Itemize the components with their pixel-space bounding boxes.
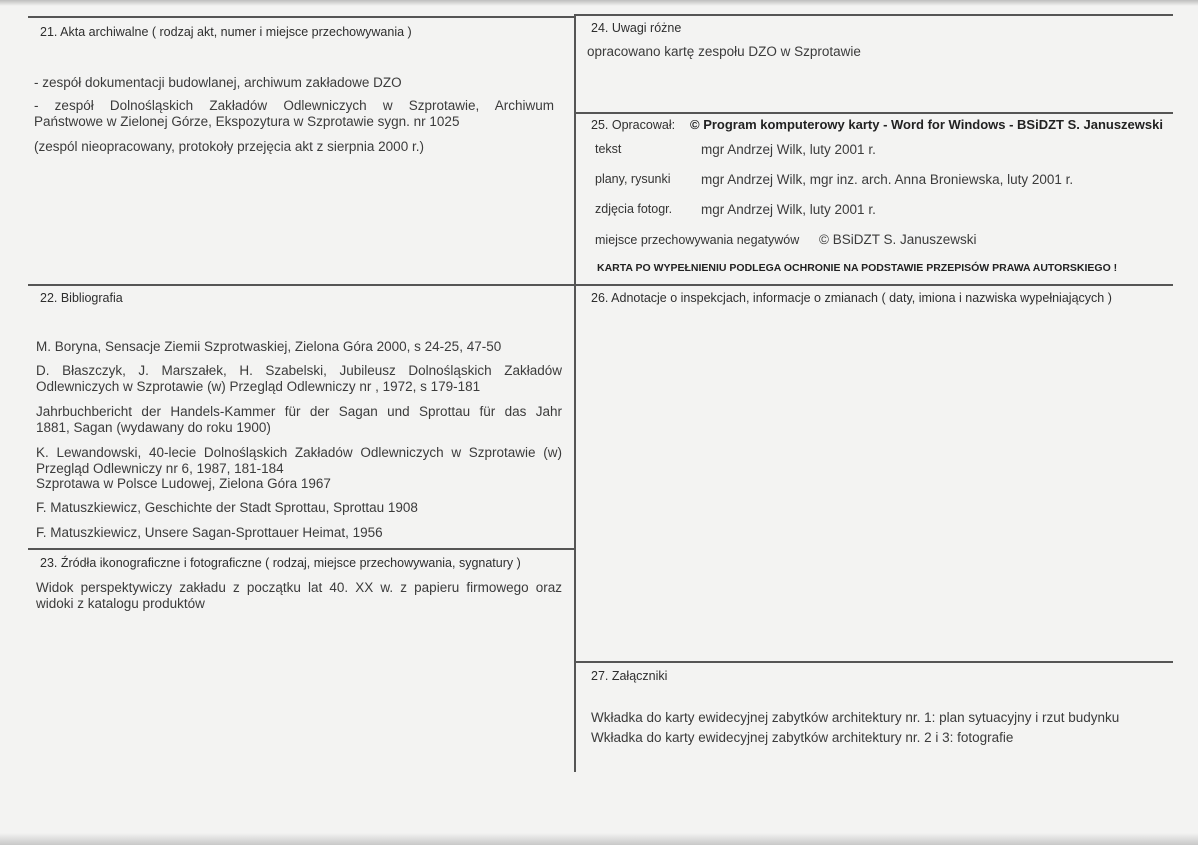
section-23-header: 23. Źródła ikonograficzne i fotograficzne ( rodzaj, miejsce przechowywania, sygnatury ) (40, 556, 521, 570)
archival-entry-cont: Państwowe w Zielonej Górze, Ekspozytura w Szprotawie sygn. nr 1025 (34, 114, 460, 129)
archival-entry: (zespól nieopracowany, protokoły przejęcia akt z sierpnia 2000 r.) (34, 139, 424, 154)
divider-top-right (576, 14, 1173, 16)
divider-26-27 (576, 661, 1173, 663)
remarks-text: opracowano kartę zespołu DZO w Szprotawie (587, 44, 861, 59)
bibliography-entry: K. Lewandowski, 40-lecie Dolnośląskich Zakładów Odlewniczych w Szprotawie (w) (36, 445, 562, 460)
bibliography-entry-cont: Szprotawa w Polsce Ludowej, Zielona Góra 1967 (36, 476, 331, 491)
divider-22-23 (28, 548, 576, 550)
section-21-header: 21. Akta archiwalne ( rodzaj akt, numer i miejsce przechowywania ) (40, 25, 412, 39)
copyright-notice: KARTA PO WYPEŁNIENIU PODLEGA OCHRONIE NA PODSTAWIE PRZEPISÓW PRAWA AUTORSKIEGO ! (597, 262, 1118, 274)
negatives-location-label: miejsce przechowywania negatywów (595, 233, 800, 247)
credit-label-photos: zdjęcia fotogr. (595, 202, 673, 216)
archival-entry: - zespół dokumentacji budowlanej, archiwum zakładowe DZO (34, 75, 402, 90)
divider-24-25 (576, 112, 1173, 114)
bibliography-entry-cont: 1881, Sagan (wydawany do roku 1900) (36, 420, 271, 435)
section-22-header: 22. Bibliografia (40, 291, 123, 305)
section-25-header: 25. Opracował: (591, 118, 676, 132)
source-entry: Widok perspektywiczy zakładu z początku lat 40. XX w. z papieru firmowego oraz (36, 580, 562, 595)
negatives-location-value: © BSiDZT S. Januszewski (819, 232, 977, 247)
credit-value-drawings: mgr Andrzej Wilk, mgr inz. arch. Anna Broniewska, luty 2001 r. (701, 172, 1074, 187)
bibliography-entry: F. Matuszkiewicz, Geschichte der Stadt Sprottau, Sprottau 1908 (36, 500, 418, 515)
bibliography-entry: M. Boryna, Sensacje Ziemii Szprotwaskiej, Zielona Góra 2000, s 24-25, 47-50 (36, 339, 502, 354)
attachment-item: Wkładka do karty ewidecyjnej zabytków architektury nr. 1: plan sytuacyjny i rzut budynku (591, 710, 1120, 725)
divider-middle (28, 284, 1173, 286)
credit-label-text: tekst (595, 142, 622, 156)
bibliography-entry: Jahrbuchbericht der Handels-Kammer für der Sagan und Sprottau für das Jahr (36, 404, 562, 419)
credit-value-text: mgr Andrzej Wilk, luty 2001 r. (701, 142, 876, 157)
page-top-edge (0, 0, 1198, 6)
section-26-header: 26. Adnotacje o inspekcjach, informacje o zmianach ( daty, imiona i nazwiska wypełniających ) (591, 291, 1112, 305)
bibliography-entry-cont: Odlewniczych w Szprotawie (w) Przegląd Odlewniczy nr , 1972, s 179-181 (36, 379, 481, 394)
page-bottom-edge (0, 833, 1198, 845)
section-24-header: 24. Uwagi różne (591, 21, 682, 35)
divider-vertical (574, 14, 576, 772)
section-27-header: 27. Załączniki (591, 669, 668, 683)
credit-label-drawings: plany, rysunki (595, 172, 671, 186)
attachment-item: Wkładka do karty ewidecyjnej zabytków architektury nr. 2 i 3: fotografie (591, 730, 1014, 745)
source-entry-cont: widoki z katalogu produktów (36, 596, 205, 611)
bibliography-entry: D. Błaszczyk, J. Marszałek, H. Szabelski, Jubileusz Dolnośląskich Zakładów (36, 363, 562, 378)
bibliography-entry-cont: Przegląd Odlewniczy nr 6, 1987, 181-184 (36, 461, 284, 476)
program-credit: © Program komputerowy karty - Word for Windows - BSiDZT S. Januszewski (690, 117, 1163, 132)
archival-entry: - zespół Dolnośląskich Zakładów Odlewniczych w Szprotawie, Archiwum (34, 98, 554, 113)
credit-value-photos: mgr Andrzej Wilk, luty 2001 r. (701, 202, 876, 217)
bibliography-entry: F. Matuszkiewicz, Unsere Sagan-Sprottauer Heimat, 1956 (36, 525, 383, 540)
divider-top-left (28, 16, 576, 18)
